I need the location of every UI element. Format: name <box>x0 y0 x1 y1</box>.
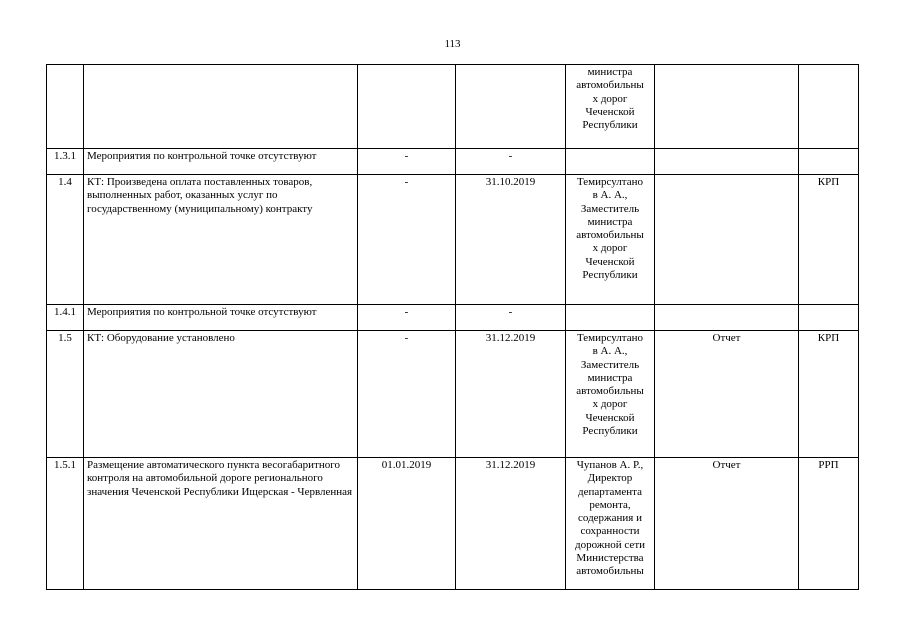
responsible-line: в А. А., <box>592 345 628 358</box>
responsible-line: сохранности <box>580 525 640 538</box>
responsible-line: министра <box>587 66 633 78</box>
responsible-line: Чеченской <box>585 411 635 424</box>
table-row <box>47 305 859 331</box>
responsible-line: автомобильны <box>576 565 644 578</box>
responsible-line: Темирсултано <box>577 176 643 188</box>
row-number <box>47 65 84 149</box>
responsible-line: Чеченской <box>585 255 635 268</box>
control-level <box>799 65 859 149</box>
document-type <box>655 149 799 175</box>
start-date <box>358 65 456 149</box>
responsible-line: министра <box>587 371 633 384</box>
event-description: КТ: Произведена оплата поставленных товаров, выполненных работ, оказанных услуг по государственному (муниципальному) контракту <box>84 175 358 305</box>
responsible-line: содержания и <box>578 512 642 525</box>
end-date <box>456 65 566 149</box>
page-number: 113 <box>444 38 461 50</box>
responsible-person <box>566 65 655 149</box>
start-date: - <box>358 149 456 175</box>
event-description <box>84 65 358 149</box>
document-type <box>655 65 799 149</box>
document-type: Отчет <box>655 458 799 590</box>
end-date: - <box>456 305 566 331</box>
responsible-line: Республики <box>582 269 638 282</box>
schedule-table <box>46 64 859 590</box>
responsible-line: х дорог <box>592 398 628 411</box>
end-date: 31.12.2019 <box>456 458 566 590</box>
responsible-line: дорожной сети <box>574 538 646 551</box>
responsible-line: в А. А., <box>592 189 628 202</box>
responsible-line: Министерства <box>576 552 644 565</box>
responsible-line: Заместитель <box>580 202 640 215</box>
event-description: КТ: Оборудование установлено <box>84 331 358 458</box>
responsible-line: Директор <box>587 472 633 485</box>
table-row <box>47 175 859 305</box>
row-number: 1.3.1 <box>47 149 84 175</box>
row-number: 1.5.1 <box>47 458 84 590</box>
responsible-line: Республики <box>582 425 638 438</box>
responsible-line: департамента <box>578 485 642 498</box>
responsible-line: ремонта, <box>589 498 631 511</box>
responsible-line: Темирсултано <box>577 332 643 344</box>
row-number: 1.4.1 <box>47 305 84 331</box>
event-description: Мероприятия по контрольной точке отсутствуют <box>84 149 358 175</box>
responsible-line: х дорог <box>592 242 628 255</box>
responsible-person <box>566 175 655 305</box>
event-description: Размещение автоматического пункта весогабаритного контроля на автомобильной дороге регионального значения Чеченской Республики Ищерская - Червленная <box>84 458 358 590</box>
end-date: - <box>456 149 566 175</box>
responsible-line: Заместитель <box>580 358 640 371</box>
document-type: Отчет <box>655 331 799 458</box>
control-level: КРП <box>799 175 859 305</box>
control-level: РРП <box>799 458 859 590</box>
start-date: - <box>358 331 456 458</box>
table-row <box>47 458 859 590</box>
table-row <box>47 65 859 149</box>
responsible-person <box>566 458 655 590</box>
start-date: - <box>358 175 456 305</box>
end-date: 31.12.2019 <box>456 331 566 458</box>
control-level: КРП <box>799 331 859 458</box>
responsible-line: Республики <box>582 119 638 132</box>
start-date: - <box>358 305 456 331</box>
responsible-line: автомобильны <box>576 385 644 398</box>
table-row <box>47 331 859 458</box>
event-description: Мероприятия по контрольной точке отсутствуют <box>84 305 358 331</box>
responsible-line: Чеченской <box>585 105 635 118</box>
responsible-line: автомобильны <box>576 79 644 92</box>
document-type <box>655 305 799 331</box>
responsible-line: автомобильны <box>576 229 644 242</box>
document-type <box>655 175 799 305</box>
table-row <box>47 149 859 175</box>
responsible-person <box>566 331 655 458</box>
control-level <box>799 149 859 175</box>
row-number: 1.5 <box>47 331 84 458</box>
responsible-line: Чупанов А. Р., <box>576 459 644 471</box>
responsible-person <box>566 305 655 331</box>
start-date: 01.01.2019 <box>358 458 456 590</box>
responsible-person <box>566 149 655 175</box>
row-number: 1.4 <box>47 175 84 305</box>
responsible-line: х дорог <box>592 92 628 105</box>
responsible-line: министра <box>587 215 633 228</box>
end-date: 31.10.2019 <box>456 175 566 305</box>
control-level <box>799 305 859 331</box>
